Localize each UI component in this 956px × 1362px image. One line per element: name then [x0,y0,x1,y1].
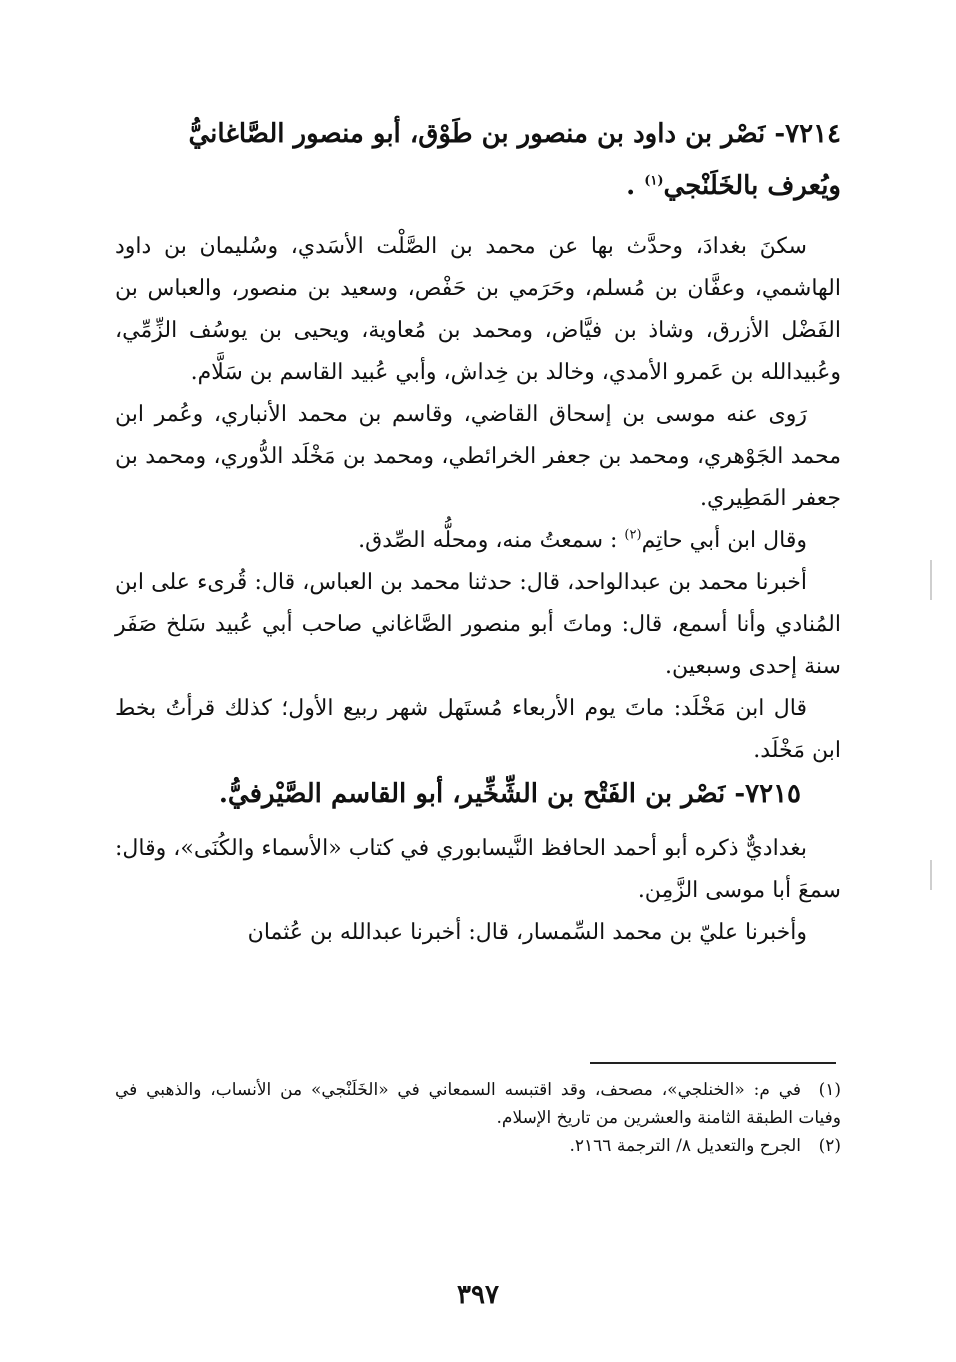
scan-margin-mark [930,860,932,890]
entry-7214-paragraph-5: قال ابن مَخْلَد: ماتَ يوم الأربعاء مُستَهل شهر ربيع الأول؛ كذلك قرأتُ بخط ابن مَخْلَد. [115,696,841,763]
footnote-1-number: (١) [818,1080,841,1100]
footnote-1 [115,1076,841,1132]
entry-7214-paragraph-3 [115,520,841,562]
entry-7215-heading: ٧٢١٥- نَصْر بن الفَتْح بن الشِّخِّير، أبو القاسم الصَّيْرفيُّ. [218,779,801,809]
footnote-2-number: (٢) [818,1136,841,1156]
entry-7214-heading [115,108,841,212]
footnote-2-text: الجرح والتعديل ٨/ الترجمة ٢١٦٦. [569,1136,801,1156]
entry-7214-heading-line1: ٧٢١٤- نَصْر بن داود بن منصور بن طَوْق، أبو منصور الصَّاغانيُّ [188,119,841,149]
entry-7214-heading-line2: ويُعرف بالخَلَنْجي [663,171,841,201]
entry-7214-heading-end: . [626,171,636,201]
entry-7214-paragraph-3-start: وقال ابن أبي حاتِم [641,528,807,553]
scan-margin-mark [930,560,932,600]
entry-7214-paragraph-1: سكنَ بغدادَ، وحدَّث بها عن محمد بن الصَّلْت الأسَدي، وسُليمان بن داود الهاشمي، وعفَّان بن مُسلم، وحَرَمي بن حَفْص، وسعيد بن منصور، والعباس بن الفَضْل الأزرق، وشاذ بن فيَّاض، ومحمد بن مُعاوية، ويحيى بن يوسُف الزِّمِّي، وعُبيدالله بن عَمرو الأمدي، وخالد بن خِداش، وأبي عُبيد القاسم بن سَلَّام. [115,234,841,385]
footnote-marker-2[interactable]: (٢) [624,527,642,543]
footnote-1-text: في م: «الخنلجي»، مصحف، وقد اقتبسه السمعاني في «الخَلَنْجي» من الأنساب، والذهبي في وفيات الطبقة الثامنة والعشرين من تاريخ الإسلام. [115,1080,841,1128]
footnote-marker-1[interactable]: (١) [644,173,664,189]
page-number: ٣٩٧ [457,1280,499,1310]
footnotes-section [115,1076,841,1160]
footnote-divider [590,1062,836,1064]
entry-7215-paragraph-1: بغداديٌّ ذكره أبو أحمد الحافظ النَّيسابوري في كتاب «الأسماء والكُنَى»، وقال: سمعَ أبا موسى الزَّمِن. [115,836,841,903]
footnote-2 [115,1132,841,1160]
entry-7214-paragraph-3-end: : سمعتُ منه، ومحلُّه الصِّدق. [358,528,618,553]
entry-7214-paragraph-4: أخبرنا محمد بن عبدالواحد، قال: حدثنا محمد بن العباس، قال: قُرىء على ابن المُنادي وأنا أسمع، قال: وماتَ أبو منصور الصَّاغاني صاحب أبي عُبيد سَلخ صَفَر سنة إحدى وسبعين. [115,570,841,679]
entry-7215-paragraph-2: وأخبرنا عليّ بن محمد السِّمسار، قال: أخبرنا عبدالله بن عُثمان [247,920,807,945]
main-text [115,108,841,954]
entry-7214-paragraph-2: رَوى عنه موسى بن إسحاق القاضي، وقاسم بن محمد الأنباري، وعُمر ابن محمد الجَوْهري، ومحمد بن جعفر الخرائطي، ومحمد بن مَخْلَد الدُّوري، ومحمد بن جعفر المَطِيري. [115,402,841,511]
